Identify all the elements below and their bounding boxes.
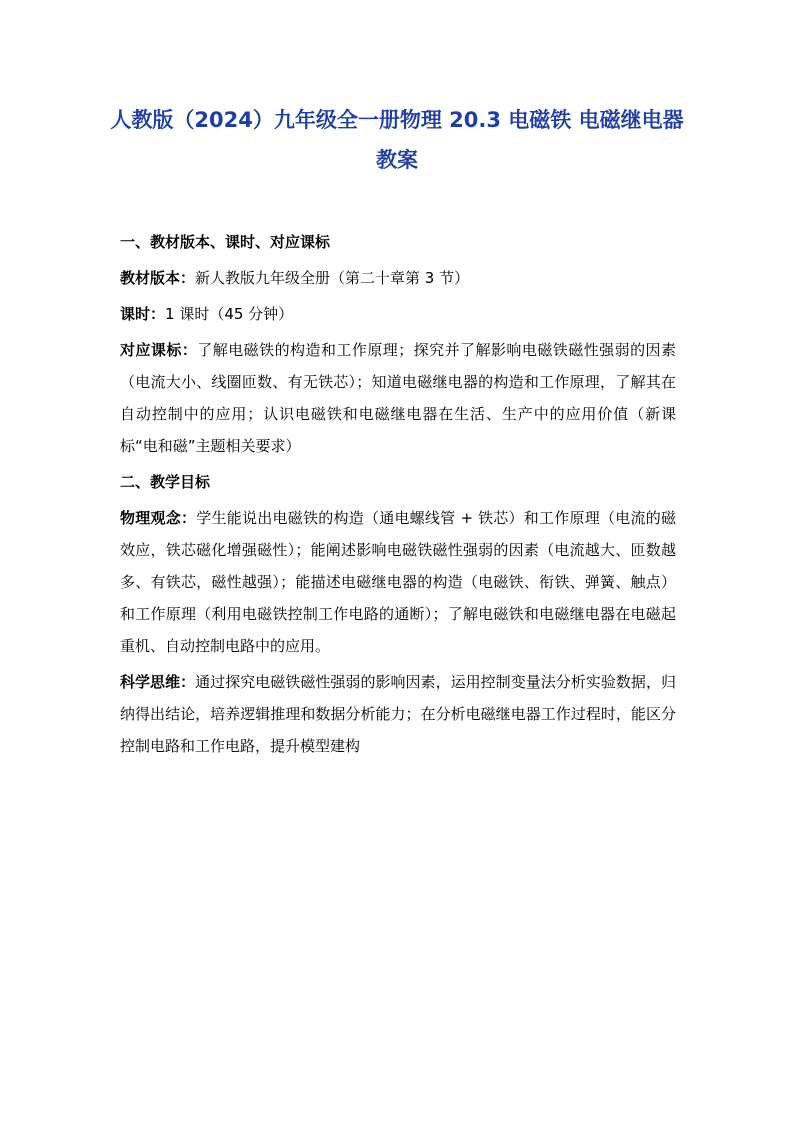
section-heading-objectives: 二、教学目标 — [120, 473, 211, 491]
curriculum-standard-paragraph — [120, 334, 676, 462]
textbook-version-paragraph — [120, 262, 676, 294]
scientific-thinking-value: 通过探究电磁铁磁性强弱的影响因素，运用控制变量法分析实验数据，归纳得出结论，培养逻辑推理和数据分析能力；在分析电磁继电器工作过程时，能区分控制电路和工作电路，提升模型建构 — [120, 673, 676, 755]
scientific-thinking-paragraph — [120, 666, 676, 762]
document-body — [120, 226, 676, 766]
textbook-version-label: 教材版本： — [120, 269, 196, 287]
scientific-thinking-label: 科学思维： — [120, 673, 196, 691]
curriculum-standard-value: 了解电磁铁的构造和工作原理；探究并了解影响电磁铁磁性强弱的因素（电流大小、线圈匝数、有无铁芯）；知道电磁继电器的构造和工作原理，了解其在自动控制中的应用；认识电磁铁和电磁继电器在生活、生产中的应用价值（新课标“电和磁”主题相关要求） — [120, 341, 676, 455]
curriculum-standard-label: 对应课标： — [120, 341, 198, 359]
physics-concept-paragraph — [120, 502, 676, 662]
section-heading-textbook: 一、教材版本、课时、对应课标 — [120, 233, 331, 251]
document-title: 人教版（2024）九年级全一册物理 20.3 电磁铁 电磁继电器 教案 — [110, 108, 684, 172]
class-hours-value: 1 课时（45 分钟） — [165, 305, 294, 323]
class-hours-label: 课时： — [120, 305, 166, 323]
textbook-version-value: 新人教版九年级全册（第二十章第 3 节） — [195, 269, 470, 287]
physics-concept-value: 学生能说出电磁铁的构造（通电螺线管 + 铁芯）和工作原理（电流的磁效应，铁芯磁化增强磁性）；能阐述影响电磁铁磁性强弱的因素（电流越大、匝数越多、有铁芯，磁性越强）；能描述电磁继电器的构造（电磁铁、衔铁、弹簧、触点）和工作原理（利用电磁铁控制工作电路的通断）；了解电磁铁和电磁继电器在电磁起重机、自动控制电路中的应用。 — [120, 509, 676, 655]
physics-concept-label: 物理观念： — [120, 509, 197, 527]
class-hours-paragraph — [120, 298, 676, 330]
